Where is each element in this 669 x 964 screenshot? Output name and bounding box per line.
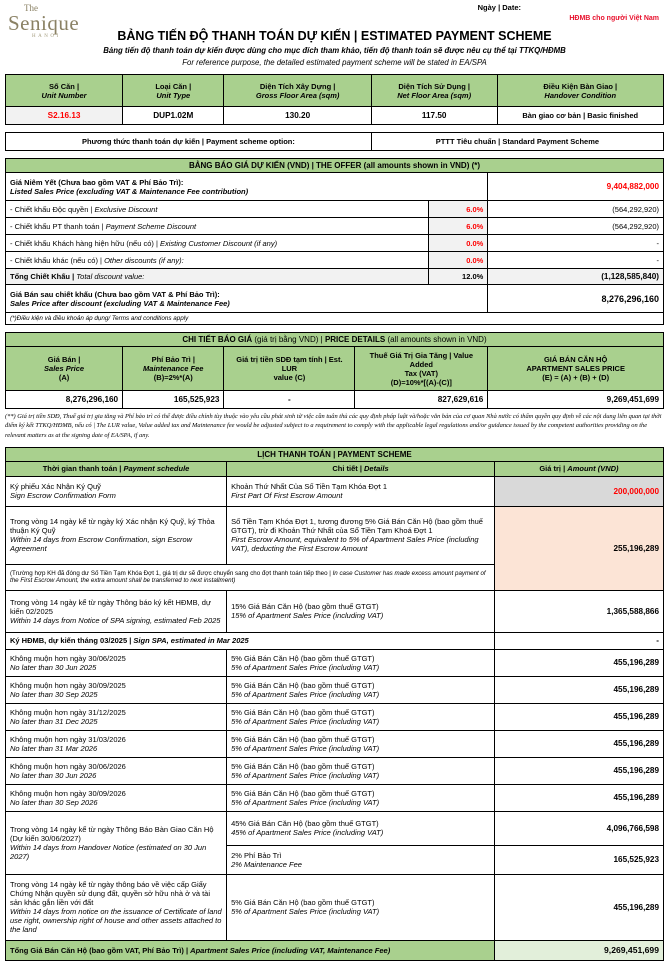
subtitle-en: For reference purpose, the detailed estimated payment scheme will be stated in EA/SPA [182,58,487,67]
installment-detail [227,784,495,811]
header-vn: Chi tiết | [332,464,365,474]
total-discount-pct: 12.0% [429,269,488,285]
discount-amount: - [488,252,664,269]
offer-table [5,158,664,325]
price-details-table [5,332,664,409]
header-vn: Thời gian thanh toán | [42,464,124,474]
certificate-amount: 455,196,289 [494,874,663,940]
header-line: Tax (VAT) [404,368,438,378]
spa-notice-amount: 1,365,588,866 [494,590,663,632]
installment-amount: 455,196,289 [494,730,663,757]
details-column-header [227,461,495,476]
senique-logo [8,4,79,39]
scheme-section-title: LỊCH THANH TOÁN | PAYMENT SCHEME [6,447,664,461]
apartment-sales-price-header [488,347,664,391]
detail-vn: Số Tiền Tạm Khóa Đợt 1, tương đương 5% Giá Bán Căn Hộ (bao gồm thuế GTGT), trừ đi Khoản Thứ Nhất của Số Tiền Tạm Khoá Đợt 1 [231,517,483,536]
discount-pct: 6.0% [429,201,488,218]
time-en: Within 14 days from notice on the issuance of Certificate of land use right, ownership right of house and other assets attached to the land [10,907,222,935]
maintenance-fee-header [123,347,224,391]
title-part: PRICE DETAILS [324,335,386,344]
listed-price-row [6,173,664,201]
handover-condition-header [497,75,664,107]
handover-row [6,811,664,845]
gross-floor-area-value: 130.20 [224,107,371,125]
label-en: Sales Price after discount (excluding VAT & Maintenance Fee) [10,298,230,308]
detail-en: First Part Of First Escrow Amount [231,491,343,501]
detail-vn: Khoản Thứ Nhất Của Số Tiền Tạm Khóa Đợt 1 [231,482,388,492]
detail-en: 15% of Apartment Sales Price (including VAT) [231,611,384,621]
listed-price-label [6,173,488,201]
installment-detail [227,703,495,730]
time-vn: Trong vòng 14 ngày kể từ ngày Thông Báo Bàn Giao Căn Hộ (Dự kiến 30/06/2027) [10,824,214,843]
header-vn: Diện Tích Sử Dụng | [398,81,471,91]
discount-row [6,201,664,218]
time-vn: Không muộn hơn ngày 30/06/2025 [10,653,126,663]
unit-info-value-row [6,107,664,125]
vat-header [355,347,488,391]
label-en: Listed Sales Price (excluding VAT & Maintenance Fee contribution) [10,186,249,196]
header-line: Thuế Giá Trị Gia Tăng | Value Added [369,350,474,369]
detail-vn: 2% Phí Bảo Trì [231,850,282,860]
header-line: Giá Bán | [47,355,81,364]
discount-label [6,252,429,269]
detail-vn: 5% Giá Bán Căn Hộ (bao gồm thuế GTGT) [231,680,375,690]
label-vn: - Chiết khấu PT thanh toán | [10,221,106,231]
label-en: Total discount value: [76,272,145,281]
price-after-discount-value: 8,276,296,160 [488,285,664,313]
unit-info-table [5,74,664,125]
scheme-total-row [6,940,664,960]
label-vn: Ký HĐMB, dự kiến tháng 03/2025 | [10,636,134,646]
escrow-form-time [6,476,227,506]
discount-pct: 0.0% [429,252,488,269]
spa-notice-detail [227,590,495,632]
handover-condition-value: Bàn giao cơ bản | Basic finished [497,107,664,125]
offer-footnote-row [6,313,664,325]
detail-en: First Escrow Amount, equivalent to 5% of Apartment Sales Price (including VAT), deducting the First Escrow Amount [231,535,479,554]
header-en: Details [364,464,389,474]
installment-amount: 455,196,289 [494,784,663,811]
label-en: Payment Scheme Discount [105,221,197,231]
time-en: Within 14 days from Escrow Confirmation, sign Escrow Agreement [10,535,193,554]
detail-vn: 5% Giá Bán Căn Hộ (bao gồm thuế GTGT) [231,761,375,771]
detail-en: 5% of Apartment Sales Price (including VAT) [231,716,380,726]
excess-payment-note [6,564,495,590]
discount-amount: (564,292,920) [488,201,664,218]
discount-row [6,218,664,235]
header-line: (B)=2%*(A) [153,373,193,382]
discount-pct: 6.0% [429,218,488,235]
sales-price-header [6,347,123,391]
label-en: Sign SPA, estimated in Mar 2025 [133,636,249,646]
installment-time [6,649,227,676]
header-en: Handover Condition [544,90,617,100]
certificate-time [6,874,227,940]
detail-en: 5% of Apartment Sales Price (including VAT) [231,689,380,699]
time-vn: Không muộn hơn ngày 31/12/2025 [10,707,126,717]
label-vn: Tổng Chiết Khấu | [10,272,77,281]
title-part: CHI TIẾT BÁO GIÁ [182,335,253,344]
price-details-value-row [6,391,664,409]
time-vn: Trong vòng 14 ngày kể từ ngày Thông báo ký kết HĐMB, dự kiến 02/2025 [10,597,211,616]
lur-value: - [224,391,355,409]
discount-row [6,235,664,252]
installment-amount: 455,196,289 [494,757,663,784]
first-escrow-row [6,506,664,564]
subtitle-vn: Bảng tiến độ thanh toán dự kiến được dùng cho mục đích tham khảo, tiến độ thanh toán sẽ được nêu cụ thể tại TTKQ/HĐMB [103,46,566,55]
label-vn: - Chiết khấu khác (nếu có) | [10,255,105,265]
time-vn: Không muộn hơn ngày 30/09/2025 [10,680,126,690]
label-vn: - Chiết khấu Độc quyền | [10,204,95,214]
note-en: In case Customer has made excess amount payment of the First Escrow Amount, the extra amount shall be transferred to next installment) [10,570,486,585]
payment-option-label: Phương thức thanh toán dự kiến | Payment scheme option: [6,133,372,151]
detail-vn: 5% Giá Bán Căn Hộ (bao gồm thuế GTGT) [231,707,375,717]
installment-time [6,784,227,811]
label-en: Other discounts (if any): [104,255,184,265]
time-en: No later than 31 Dec 2025 [10,716,98,726]
time-en: No later than 30 Jun 2026 [10,770,97,780]
total-discount-row [6,269,664,285]
header-en: Gross Floor Area (sqm) [255,90,340,100]
payment-option-row [6,133,664,151]
offer-footnote: (*)Điều kiện và điều khoản áp dụng/ Terms and conditions apply [6,313,664,325]
escrow-form-amount: 200,000,000 [494,476,663,506]
detail-vn: 5% Giá Bán Căn Hộ (bao gồm thuế GTGT) [231,788,375,798]
detail-en: 5% of Apartment Sales Price (including VAT) [231,662,380,672]
time-en: Within 14 days from Notice of SPA signing, estimated Feb 2025 [10,615,221,625]
discount-pct: 0.0% [429,235,488,252]
time-vn: Không muộn hơn ngày 30/09/2026 [10,788,126,798]
installment-time [6,676,227,703]
discount-label [6,218,429,235]
unit-type-value: DUP1.02M [123,107,224,125]
escrow-form-row [6,476,664,506]
price-details-section-title [6,333,664,347]
price-details-title-row [6,333,664,347]
installment-time [6,703,227,730]
discount-label [6,201,429,218]
lur-adjustment-footnote: (**) Giá trị tiền SDĐ, Thuế giá trị gia tăng và Phí bảo trì có thể được điều chỉnh tùy thuộc vào yêu cầu phát sinh từ việc cần tuân thủ các quy định pháp luật và/hoặc văn bản của cơ quan Nhà nước có thẩm quyền quy định về các nội dung liên quan tại thời điểm ký kết TTKQ/HĐMB, nếu có | The LUR value, Value added tax and Maintenance fee would be adjusted subject to a requirement to comply with the applicable legal regulations and/or guidance issued by the competent authorities providing on the relevant matters as at the signing date of EA/SPA, if any. [5,413,662,439]
listed-price-value: 9,404,882,000 [488,173,664,201]
unit-type-header [123,75,224,107]
handover-amount-maintenance: 165,525,923 [494,845,663,874]
discount-amount: (564,292,920) [488,218,664,235]
time-vn: Không muộn hơn ngày 30/06/2026 [10,761,126,771]
spa-notice-time [6,590,227,632]
label-en: Existing Customer Discount (if any) [159,238,278,248]
first-escrow-amount: 255,196,289 [494,506,663,590]
page-title: BẢNG TIẾN ĐỘ THANH TOÁN DỰ KIẾN | ESTIMATED PAYMENT SCHEME [117,29,552,43]
unit-number-value: S2.16.13 [6,107,123,125]
certificate-row [6,874,664,940]
header-line: GIÁ BÁN CĂN HỘ [543,355,608,364]
header-line: Phí Bảo Trì | [151,355,195,364]
header-en: Amount (VND) [567,464,619,474]
label-vn: Giá Bán sau chiết khấu (Chưa bao gồm VAT & Phí Bảo Trì): [10,289,220,299]
handover-amount-45pct: 4,096,766,598 [494,811,663,845]
time-en: Sign Escrow Confirmation Form [10,491,116,501]
first-escrow-time [6,506,227,564]
installment-row [6,757,664,784]
discount-label [6,235,429,252]
vietnamese-spa-note: HĐMB cho người Việt Nam [569,15,659,22]
certificate-detail [227,874,495,940]
sign-spa-amount: - [494,632,663,649]
payment-scheme-table [5,447,664,961]
header-line: Sales Price [44,364,85,373]
time-en: No later than 30 Sep 2026 [10,797,98,807]
scheme-total-amount: 9,269,451,699 [494,940,663,960]
detail-vn: 5% Giá Bán Căn Hộ (bao gồm thuế GTGT) [231,653,375,663]
label-en: Apartment Sales Price (including VAT, Maintenance Fee) [190,945,391,955]
net-floor-area-value: 117.50 [371,107,497,125]
title-part: (giá trị bằng VND) | [252,335,325,344]
label-vn: Tổng Giá Bán Căn Hộ (bao gồm VAT, Phí Bảo Trì) | [10,945,191,955]
label-en: Exclusive Discount [94,204,158,214]
detail-vn: 5% Giá Bán Căn Hộ (bao gồm thuế GTGT) [231,734,375,744]
logo-the: The [24,3,38,13]
label-vn: - Chiết khấu Khách hàng hiện hữu (nếu có) | [10,238,160,248]
title-part: (all amounts shown in VND) [385,335,487,344]
detail-en: 5% of Apartment Sales Price (including VAT) [231,907,380,917]
header-en: Net Floor Area (sqm) [397,90,472,100]
time-vn: Không muộn hơn ngày 31/03/2026 [10,734,126,744]
price-after-discount-label [6,285,488,313]
detail-en: 5% of Apartment Sales Price (including VAT) [231,770,380,780]
installment-row [6,649,664,676]
header-vn: Số Căn | [49,81,80,91]
time-en: No later than 30 Sep 2025 [10,689,98,699]
header-vn: Điều Kiện Bàn Giao | [543,81,618,91]
price-details-header-row [6,347,664,391]
header-en: Unit Number [41,90,87,100]
date-label: Ngày | Date: [477,3,521,12]
header-line: APARTMENT SALES PRICE [526,364,625,373]
handover-detail-maintenance [227,845,495,874]
installment-amount: 455,196,289 [494,649,663,676]
detail-en: 5% of Apartment Sales Price (including VAT) [231,743,380,753]
time-vn: Ký phiếu Xác Nhận Ký Quỹ [10,482,101,492]
time-en: No later than 30 Jun 2025 [10,662,97,672]
handover-time [6,811,227,874]
installment-row [6,784,664,811]
total-discount-amount: (1,128,585,840) [488,269,664,285]
scheme-total-label [6,940,495,960]
time-vn: Trong vòng 14 ngày kể từ ngày thông báo về việc cấp Giấy Chứng Nhận quyền sử dụng đất, quyền sở hữu nhà ở và tài sản khác gắn liền với đất [10,880,211,908]
unit-number-header [6,75,123,107]
header-vn: Loại Căn | [155,81,192,91]
label-vn: Giá Niêm Yết (Chưa bao gồm VAT & Phí Bảo Trì): [10,177,184,187]
lur-value-header [224,347,355,391]
vat-value: 827,629,616 [355,391,488,409]
detail-vn: 5% Giá Bán Căn Hộ (bao gồm thuế GTGT) [231,898,375,908]
offer-title-row [6,159,664,173]
logo-city: HANOI [32,34,61,39]
scheme-header-row [6,461,664,476]
installment-amount: 455,196,289 [494,676,663,703]
installment-detail [227,676,495,703]
header-line: (A) [58,373,70,382]
time-en: Within 14 days from Handover Notice (estimated on 30 Jun 2027) [10,842,207,861]
installment-amount: 455,196,289 [494,703,663,730]
header-line: Maintenance Fee [143,364,204,373]
note-vn: (Trường hợp KH đã đóng dư Số Tiền Tạm Khóa Đợt 1, giá trị dư sẽ được chuyển sang cho đợt thanh toán tiếp theo | [10,570,333,578]
header-en: Payment schedule [123,464,190,474]
handover-detail-45pct [227,811,495,845]
header-line: (E) = (A) + (B) + (D) [542,373,610,382]
gross-floor-area-header [224,75,371,107]
time-column-header [6,461,227,476]
installment-detail [227,649,495,676]
scheme-title-row [6,447,664,461]
installment-time [6,757,227,784]
sales-price-value: 8,276,296,160 [6,391,123,409]
installment-row [6,703,664,730]
price-after-discount-row [6,285,664,313]
header-line: (D)=10%*[(A)-(C)] [390,377,452,387]
escrow-form-detail [227,476,495,506]
detail-en: 5% of Apartment Sales Price (including VAT) [231,797,380,807]
installment-row [6,676,664,703]
amount-column-header [494,461,663,476]
apartment-sales-price-value: 9,269,451,699 [488,391,664,409]
detail-en: 45% of Apartment Sales Price (including VAT) [231,828,384,838]
unit-info-header-row [6,75,664,107]
offer-section-title: BẢNG BÁO GIÁ DỰ KIẾN (VND) | THE OFFER (all amounts shown in VND) (*) [6,159,664,173]
header-vn: Giá trị | [539,464,568,474]
header-vn: Diện Tích Xây Dựng | [259,81,336,91]
installment-row [6,730,664,757]
time-en: No later than 31 Mar 2026 [10,743,98,753]
payment-option-table [5,132,664,151]
first-escrow-detail [227,506,495,564]
spa-notice-row [6,590,664,632]
sign-spa-row [6,632,664,649]
discount-row [6,252,664,269]
sign-spa-label [6,632,495,649]
header-line: value (C) [273,373,306,382]
total-discount-label [6,269,429,285]
header-line: Giá trị tiền SDĐ tạm tính | Est. LUR [236,355,343,373]
payment-option-value: PTTT Tiêu chuẩn | Standard Payment Scheme [371,133,663,151]
detail-en: 2% Maintenance Fee [231,859,302,869]
time-vn: Trong vòng 14 ngày kể từ ngày ký Xác nhận Ký Quỹ, ký Thỏa thuận Ký Quỹ [10,517,215,536]
discount-amount: - [488,235,664,252]
installment-detail [227,757,495,784]
detail-vn: 15% Giá Bán Căn Hộ (bao gồm thuế GTGT) [231,602,379,612]
header-en: Unit Type [156,90,191,100]
logo-name: Senique [8,11,80,35]
maintenance-fee-value: 165,525,923 [123,391,224,409]
net-floor-area-header [371,75,497,107]
installment-time [6,730,227,757]
detail-vn: 45% Giá Bán Căn Hộ (bao gồm thuế GTGT) [231,819,379,829]
installment-detail [227,730,495,757]
